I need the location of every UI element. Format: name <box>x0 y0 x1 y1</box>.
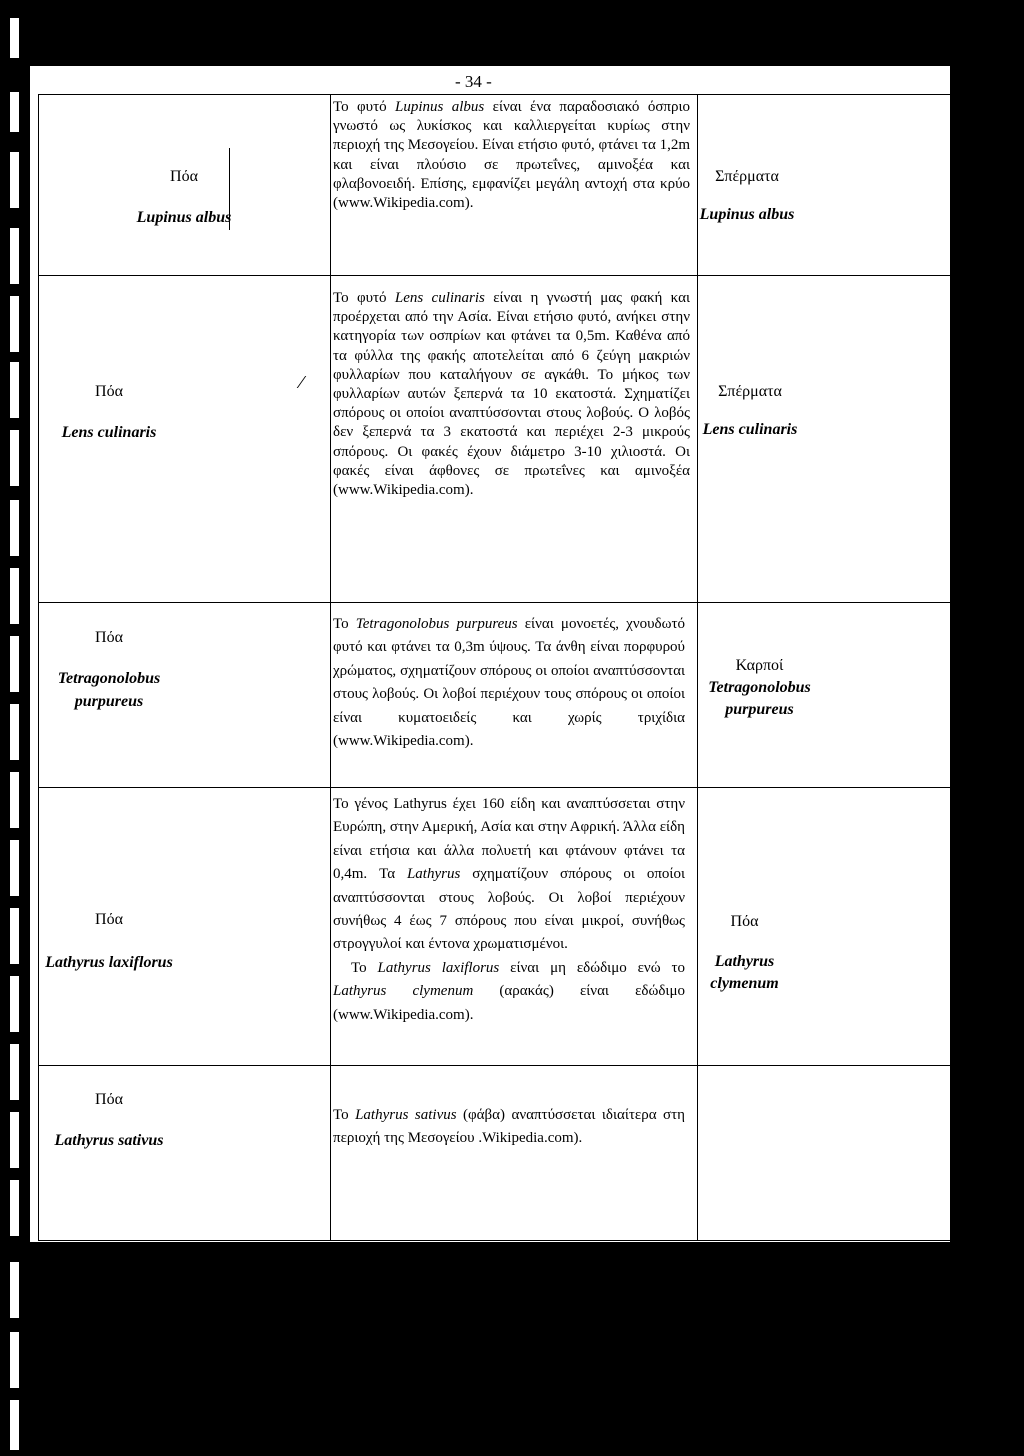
row-2-right-common-name: Σπέρματα <box>718 383 782 400</box>
scientific-name-run: Lupinus albus <box>395 99 485 115</box>
scientific-name-run: Lathyrus laxiflorus <box>377 959 500 976</box>
text-run: Το <box>351 959 378 976</box>
row-3-right-label <box>697 654 822 721</box>
row-1-left-label <box>38 165 330 229</box>
row-3-left-common-name: Πόα <box>95 629 123 646</box>
scientific-name-run: Lathyrus clymenum <box>333 983 474 1000</box>
row-2-description <box>333 289 690 500</box>
row-4-right-label <box>697 910 792 995</box>
row-4-description-paragraph-1 <box>333 793 685 957</box>
row-4-left-scientific-name: Lathyrus laxiflorus <box>45 954 173 971</box>
row-1-left-scientific-name: Lupinus albus <box>136 209 232 226</box>
row-3-description-text <box>333 613 685 753</box>
row-3-right-scientific-name: Tetragonolobus purpureus <box>708 679 811 718</box>
row-2-right-label <box>697 380 803 441</box>
row-1-right-scientific-name: Lupinus albus <box>699 206 795 223</box>
row-3-right-common-name: Καρποί <box>735 657 784 674</box>
row-5-description <box>333 1104 685 1151</box>
scientific-name-run: Lathyrus sativus <box>355 1107 457 1123</box>
row-4-left-common-name: Πόα <box>95 911 123 928</box>
row-2-right-scientific-name: Lens culinaris <box>702 421 798 438</box>
text-run: (φάβα) αναπτύσσεται ιδιαίτερα στη περιοχή της Μεσογείου .Wikipedia.com). <box>333 1107 685 1147</box>
row-2-left-scientific-name: Lens culinaris <box>61 424 157 441</box>
row-1-left-common-name: Πόα <box>170 168 198 185</box>
row-3-left-label <box>38 626 180 713</box>
text-run: είναι μη εδώδιμο ενώ το <box>499 959 685 976</box>
row-4-description <box>333 793 685 1027</box>
text-run: Το φυτό <box>333 290 395 306</box>
row-1-description-text <box>333 98 690 213</box>
text-run: είναι ένα παραδοσιακό όσπριο γνωστό ως λυκίσκος και καλλιεργείται κυρίως στην περιοχή της Μεσογείου. Είναι ετήσιο φυτό, φτάνει τα 1,2m και είναι πλούσιο σε πρωτεΐνες, αμινοξέα και φλαβονοειδή. Επίσης, εμφανίζει μεγάλη αντοχή στα κρύο (www.Wikipedia.com). <box>333 99 690 212</box>
scientific-name-run: Lathyrus <box>406 866 461 883</box>
text-run: Το <box>333 1107 356 1123</box>
row-4-description-paragraph-2 <box>333 957 685 1027</box>
row-4-left-label <box>38 908 180 974</box>
row-5-description-text <box>333 1104 685 1151</box>
row-2-left-label <box>38 380 180 444</box>
row-2-description-text <box>333 289 690 500</box>
row-5-left-scientific-name: Lathyrus sativus <box>54 1132 164 1149</box>
row-3-description <box>333 613 685 753</box>
page-number: - 34 - <box>455 72 492 91</box>
text-run: Το φυτό <box>333 99 396 115</box>
text-run: είναι η γνωστή μας φακή και προέρχεται από την Ασία. Είναι ετήσιο φυτό, ανήκει στην κατηγορία των οσπρίων και φτάνει τα 0,5m. Καθένα από τα φύλλα της φακής αποτελείται από 6 ζεύγη μακριών φυλλαρίων που καταλήγουν σε αγκάθι. Το μήκος των φυλλαρίων αυτών ξεπερνά τα 10 εκατοστά. Σχηματίζει σπόρους οι οποίοι αναπτύσσονται στους λοβούς. Ο λοβός δεν ξεπερνά τα 3 εκατοστά και περιέχει 2-3 μικρούς σπόρους. Οι φακές έχουν διάμετρο 3-10 χιλιοστά. Οι φακές είναι άφθονες σε πρωτεΐνες και αμινοξέα (www.Wikipedia.com). <box>333 290 690 499</box>
row-1-right-common-name: Σπέρματα <box>715 168 779 185</box>
row-4-right-scientific-name: Lathyrus clymenum <box>710 953 779 992</box>
scientific-name-run: Lens culinaris <box>394 290 485 306</box>
row-4-right-common-name: Πόα <box>730 913 759 930</box>
row-2-left-common-name: Πόα <box>95 383 123 400</box>
scientific-name-run: Tetragonolobus purpureus <box>355 616 518 632</box>
row-3-left-scientific-name: Tetragonolobus purpureus <box>57 670 161 710</box>
text-run: είναι μονοετές, χνουδωτό φυτό και φτάνει τα 0,3m ύψους. Τα άνθη είναι πορφυρού χρώματος, σχηματίζουν σπόρους οι οποίοι αναπτύσσονται στους λοβούς. Οι λοβοί περιέχουν τους σπόρους οι οποίοι είναι κυματοειδείς και χωρίς τριχίδια (www.Wikipedia.com). <box>333 616 685 750</box>
text-run: σχηματίζουν σπόρους οι οποίοι αναπτύσσονται στους λοβούς. Οι λοβοί περιέχουν συνήθως 4 έως 7 σπόρους που είναι μικροί, συνήθως στρογγυλοί και έντονα χρωματισμένοι. <box>333 866 685 953</box>
text-run: Το γένος Lathyrus έχει 160 είδη και αναπτύσσεται στην Ευρώπη, στην Αμερική, Ασία και στην Αφρική. Άλλα είδη είναι ετήσια και άλλα πολυετή και φτάνουν φτάνει τα 0,4m. Τα <box>333 796 685 883</box>
row-5-left-common-name: Πόα <box>95 1091 123 1108</box>
row-1-description <box>333 98 690 213</box>
row-5-left-label <box>38 1088 180 1152</box>
row-1-right-label <box>697 165 797 226</box>
text-run: Το <box>333 616 356 632</box>
text-run: (αρακάς) είναι εδώδιμο (www.Wikipedia.com). <box>333 983 685 1023</box>
scan-artifact: ⁄ <box>300 372 304 392</box>
